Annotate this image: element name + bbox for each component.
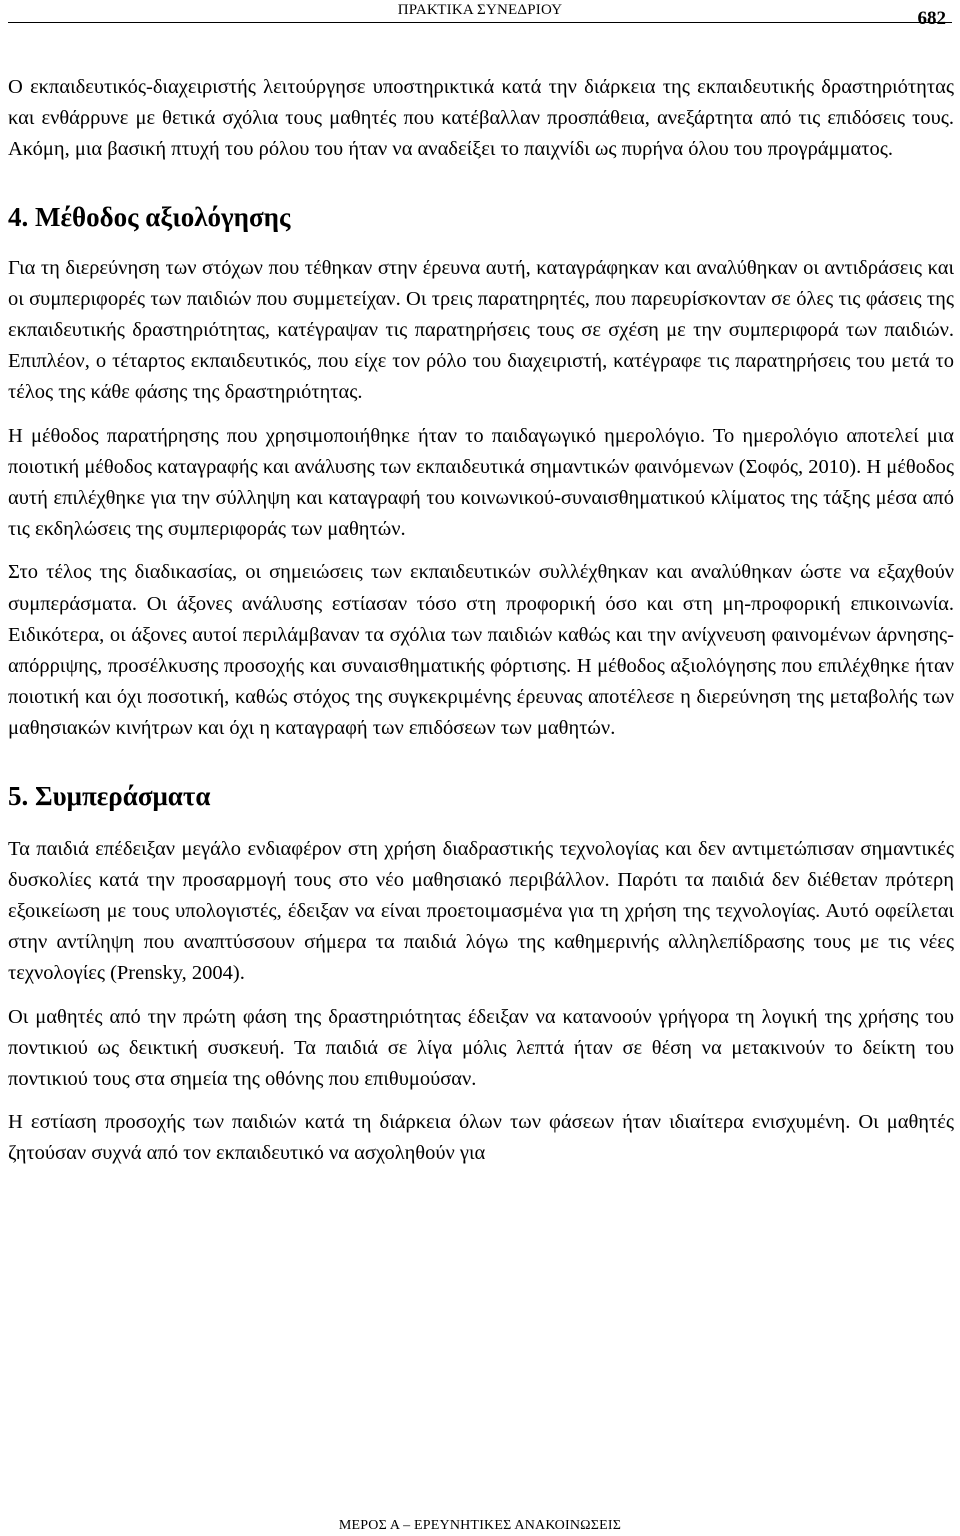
page-number: 682 [917, 8, 946, 29]
page-header [8, 0, 952, 29]
page-body [8, 72, 954, 1170]
section4-paragraph-3: Στο τέλος της διαδικασίας, οι σημειώσεις των εκπαιδευτικών συλλέχθηκαν και αναλύθηκαν ώστε να εξαχθούν συμπεράσματα. Οι άξονες ανάλυσης εστίασαν τόσο στη προφορική όσο και στη μη-προφορική επικοινωνία. Ειδικότερα, οι άξονες αυτοί περιλάμβαναν τα σχόλια των παιδιών καθώς και την ανίχνευση φαινομένων άρνησης-απόρριψης, προσέλκυσης προσοχής και συναισθηματικής φόρτισης. Η μέθοδος αξιολόγησης που επιλέχθηκε ήταν ποιοτική και όχι ποσοτική, καθώς στόχος της συγκεκριμένης έρευνας αποτέλεσε η διερεύνηση της μεταβολής των μαθησιακών κινήτρων και όχι η καταγραφή των επιδόσεων των μαθητών. [8, 561, 954, 740]
section4-paragraph-1: Για τη διερεύνηση των στόχων που τέθηκαν στην έρευνα αυτή, καταγράφηκαν και αναλύθηκαν οι αντιδράσεις και οι συμπεριφορές των παιδιών που συμμετείχαν. Οι τρεις παρατηρητές, που παρευρίσκονταν σε όλες τις φάσεις της εκπαιδευτικής δραστηριότητας, κατέγραψαν τις παρατηρήσεις τους σε σχέση με την συμπεριφορά των παιδιών. Επιπλέον, ο τέταρτος εκπαιδευτικός, που είχε τον ρόλο του διαχειριστή, κατέγραφε τις παρατηρήσεις του μετά το τέλος της κάθε φάσης της δραστηριότητας. [8, 256, 954, 404]
section4-paragraph-2: Η μέθοδος παρατήρησης που χρησιμοποιήθηκε ήταν το παιδαγωγικό ημερολόγιο. Το ημερολόγιο αποτελεί μια ποιοτική μέθοδος καταγραφής και ανάλυσης των εκπαιδευτικά σημαντικών φαινόμενων (Σοφός, 2010). Η μέθοδος αυτή επιλέχθηκε για την σύλληψη και καταγραφή του κοινωνικού-συναισθηματικού κλίματος της τάξης μέσα από τις εκδηλώσεις της συμπεριφοράς των μαθητών. [8, 424, 954, 541]
page-footer: ΜΕΡΟΣ Α – ΕΡΕΥΝΗΤΙΚΕΣ ΑΝΑΚΟΙΝΩΣΕΙΣ [338, 1518, 622, 1533]
running-header-title: ΠΡΑΚΤΙΚΑ ΣΥΝΕΔΡΙΟΥ [397, 2, 563, 18]
intro-paragraph: Ο εκπαιδευτικός-διαχειριστής λειτούργησε υποστηρικτικά κατά την διάρκεια της εκπαιδευτικής δραστηριότητας και ενθάρρυνε με θετικά σχόλια τους μαθητές που κατέβαλλαν προσπάθεια, ανεξάρτητα από τις επιδόσεις τους. Ακόμη, μια βασική πτυχή του ρόλου του ήταν να αναδείξει το παιχνίδι ως πυρήνα όλου του προγράμματος. [8, 76, 954, 161]
section-heading-conclusions: 5. Συμπεράσματα [8, 780, 211, 811]
section5-paragraph-1: Τα παιδιά επέδειξαν μεγάλο ενδιαφέρον στη χρήση διαδραστικής τεχνολογίας και δεν αντιμετώπισαν σημαντικές δυσκολίες κατά την προσαρμογή τους στο νέο μαθησιακό περιβάλλον. Παρότι τα παιδιά δεν διέθεταν πρότερη εξοικείωση με τους υπολογιστές, έδειξαν να είναι προετοιμασμένα για τη χρήση της τεχνολογίας. Αυτό οφείλεται στην αντίληψη που αναπτύσσουν σήμερα τα παιδιά λόγω της καθημερινής αλληλεπίδρασης τους με τις νέες τεχνολογίες (Prensky, 2004). [8, 837, 954, 985]
section5-paragraph-3: Η εστίαση προσοχής των παιδιών κατά τη διάρκεια όλων των φάσεων ήταν ιδιαίτερα ενισχυμένη. Οι μαθητές ζητούσαν συχνά από τον εκπαιδευτικό να ασχοληθούν για [8, 1111, 954, 1165]
section-heading-evaluation-method: 4. Μέθοδος αξιολόγησης [8, 201, 291, 232]
section5-paragraph-2: Οι μαθητές από την πρώτη φάση της δραστηριότητας έδειξαν να κατανοούν γρήγορα τη λογική της χρήσης του ποντικιού ως δεικτική συσκευή. Τα παιδιά σε λίγα μόλις λεπτά ήταν σε θέση να μετακινούν το δείκτη του ποντικιού τους στα σημεία της οθόνης που επιθυμούσαν. [8, 1005, 954, 1091]
